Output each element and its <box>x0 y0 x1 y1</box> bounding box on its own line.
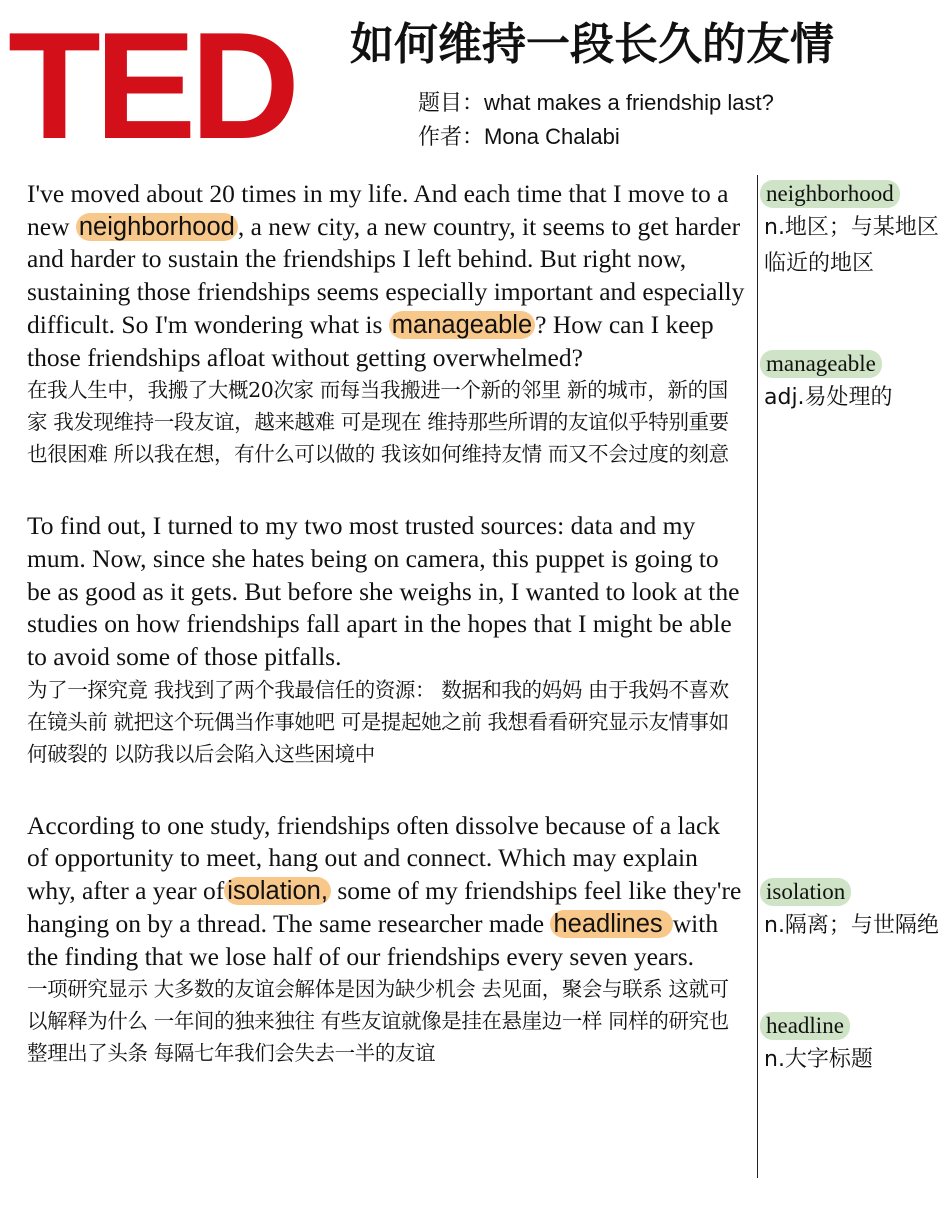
text-span: , a new city, a new country, it seems to get harder and harder to sustain the friendships I left behind. But right now, sustaining those friendships seems especially important and especially difficult. So I'm wondering what is <box>27 211 745 339</box>
text-span: I've moved about 20 times in my life. And each time that I move to a new <box>27 179 729 241</box>
paragraph-english: To find out, I turned to my two most trusted sources: data and my mum. Now, since she hates being on camera, this puppet is going to be as good as it gets. But before she weighs in, I wanted to look at the studies on how friendships fall apart in the hopes that I might be able to avoid some of those pitfalls. <box>27 511 740 672</box>
vocab-word: headline <box>760 1012 850 1040</box>
highlight-manageable: manageable <box>389 311 535 339</box>
vocab-word: isolation <box>760 878 851 906</box>
vocab-word: manageable <box>760 350 882 378</box>
vocab-entry-manageable <box>760 350 945 416</box>
vocab-entry-headline <box>760 1012 945 1078</box>
transcript <box>27 178 745 1109</box>
highlight-neighborhood: neighborhood <box>76 213 238 241</box>
paragraph-chinese: 在我人生中，我搬了大概20次家 而每当我搬进一个新的邻里 新的城市，新的国家 我发现维持一段友谊，越来越难 可是现在 维持那些所谓的友谊似乎特别重要 也很困难 所以我在想，有什么可以做的 我该如何维持友情 而又不会过度的刻意 <box>27 378 729 467</box>
vocab-definition: adj.易处理的 <box>764 385 893 410</box>
talk-author: 作者：Mona Chalabi <box>418 124 620 149</box>
vocab-definition: n.地区；与某地区临近的地区 <box>764 215 939 276</box>
highlight-isolation: isolation, <box>224 877 331 905</box>
vocab-definition: n.大字标题 <box>764 1047 873 1072</box>
vocab-word: neighborhood <box>760 180 900 208</box>
paragraph-chinese: 为了一探究竟 我找到了两个我最信任的资源： 数据和我的妈妈 由于我妈不喜欢在镜头前 就把这个玩偶当作事她吧 可是提起她之前 我想看看研究显示友情事如何破裂的 以防我以后会陷入这些困境中 <box>27 677 729 766</box>
paragraph-english <box>27 178 745 374</box>
vertical-divider <box>757 175 758 1178</box>
text-span: According to one study, friendships often dissolve because of a lack of opportunity to meet, hang out and connect. Which may explain why, after a year of <box>27 810 721 906</box>
ted-logo: TED <box>8 1 294 171</box>
paragraph-chinese: 一项研究显示 大多数的友谊会解体是因为缺少机会 去见面，聚会与联系 这就可以解释为什么 一年间的独来独往 有些友谊就像是挂在悬崖边一样 同样的研究也整理出了头条 每隔七年我们会失去一半的友谊 <box>27 977 729 1066</box>
highlight-headlines: headlines <box>550 910 672 938</box>
vocab-entry-isolation <box>760 878 945 944</box>
vocab-definition: n.隔离；与世隔绝 <box>764 913 939 938</box>
text-span: ? How can I keep those friendships afloat without getting overwhelmed? <box>27 309 714 372</box>
vocab-entry-neighborhood <box>760 180 945 282</box>
text-span: some of my friendships feel like they're hanging on by a thread. The same researcher made <box>27 876 742 938</box>
page-title: 如何维持一段长久的友情 <box>350 19 834 70</box>
talk-topic: 题目：what makes a friendship last? <box>418 90 774 115</box>
paragraph-english <box>27 810 745 974</box>
text-span: with the finding that we lose half of our friendships every seven years. <box>27 908 719 971</box>
